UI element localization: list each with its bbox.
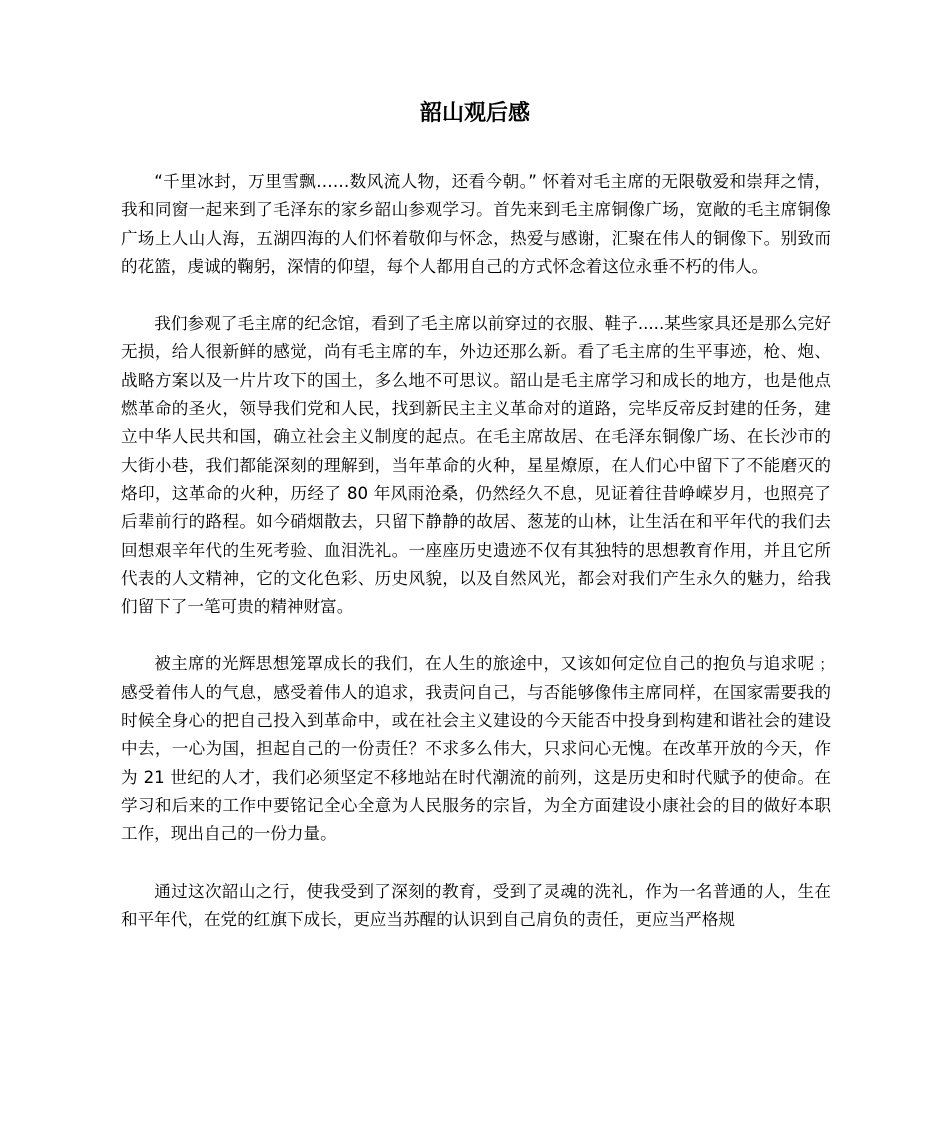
- page-title: 韶山观后感: [419, 101, 530, 126]
- document-body: [121, 168, 831, 963]
- paragraph-4: 通过这次韶山之行，使我受到了深刻的教育，受到了灵魂的洗礼，作为一名普通的人，生在和平年代，在党的红旗下成长，更应当苏醒的认识到自己肩负的责任，更应当严格规: [121, 881, 831, 929]
- paragraph-3: 被主席的光辉思想笼罩成长的我们，在人生的旅途中，又该如何定位自己的抱负与追求呢﹔感受着伟人的气息，感受着伟人的追求，我责问自己，与否能够像伟主席同样，在国家需要我的时候全身心的把自己投入到革命中，或在社会主义建设的今天能否中投身到构建和谐社会的建设中去，一心为国，担起自己的一份责任？不求多么伟大，只求问心无愧。在改革开放的今天，作为 21 世纪的人才，我们必须坚定不移地站在时代潮流的前列，这是历史和时代赋予的使命。在学习和后来的工作中要铭记全心全意为人民服务的宗旨，为全方面建设小康社会的目的做好本职工作，现出自己的一份力量。: [121, 654, 831, 844]
- paragraph-2: 我们参观了毛主席的纪念馆，看到了毛主席以前穿过的衣服、鞋子.....某些家具还是那么完好无损，给人很新鲜的感觉，尚有毛主席的车，外边还那么新。看了毛主席的生平事迹，枪、炮、战略方案以及一片片攻下的国土，多么地不可思议。韶山是毛主席学习和成长的地方，也是他点燃革命的圣火，领导我们党和人民，找到新民主主义革命对的道路，完毕反帝反封建的任务，建立中华人民共和国，确立社会主义制度的起点。在毛主席故居、在毛泽东铜像广场、在长沙市的大街小巷，我们都能深刻的理解到，当年革命的火种，星星燎原，在人们心中留下了不能磨灭的烙印，这革命的火种，历经了 80 年风雨沧桑，仍然经久不息，见证着往昔峥嵘岁月，也照亮了后辈前行的路程。如今硝烟散去，只留下静静的故居、葱茏的山林，让生活在和平年代的我们去回想艰辛年代的生死考验、血泪洗礼。一座座历史遗迹不仅有其独特的思想教育作用，并且它所代表的人文精神，它的文化色彩、历史风貌，以及自然风光，都会对我们产生永久的魅力，给我们留下了一笔可贵的精神财富。: [121, 314, 831, 617]
- paragraph-1: “千里冰封，万里雪飘……数风流人物，还看今朝。” 怀着对毛主席的无限敬爱和崇拜之情，我和同窗一起来到了毛泽东的家乡韶山参观学习。首先来到毛主席铜像广场，宽敞的毛主席铜像广场上人山人海，五湖四海的人们怀着敬仰与怀念，热爱与感谢，汇聚在伟人的铜像下。别致而的花篮，虔诚的鞠躬，深情的仰望，每个人都用自己的方式怀念着这位永垂不朽的伟人。: [121, 172, 831, 276]
